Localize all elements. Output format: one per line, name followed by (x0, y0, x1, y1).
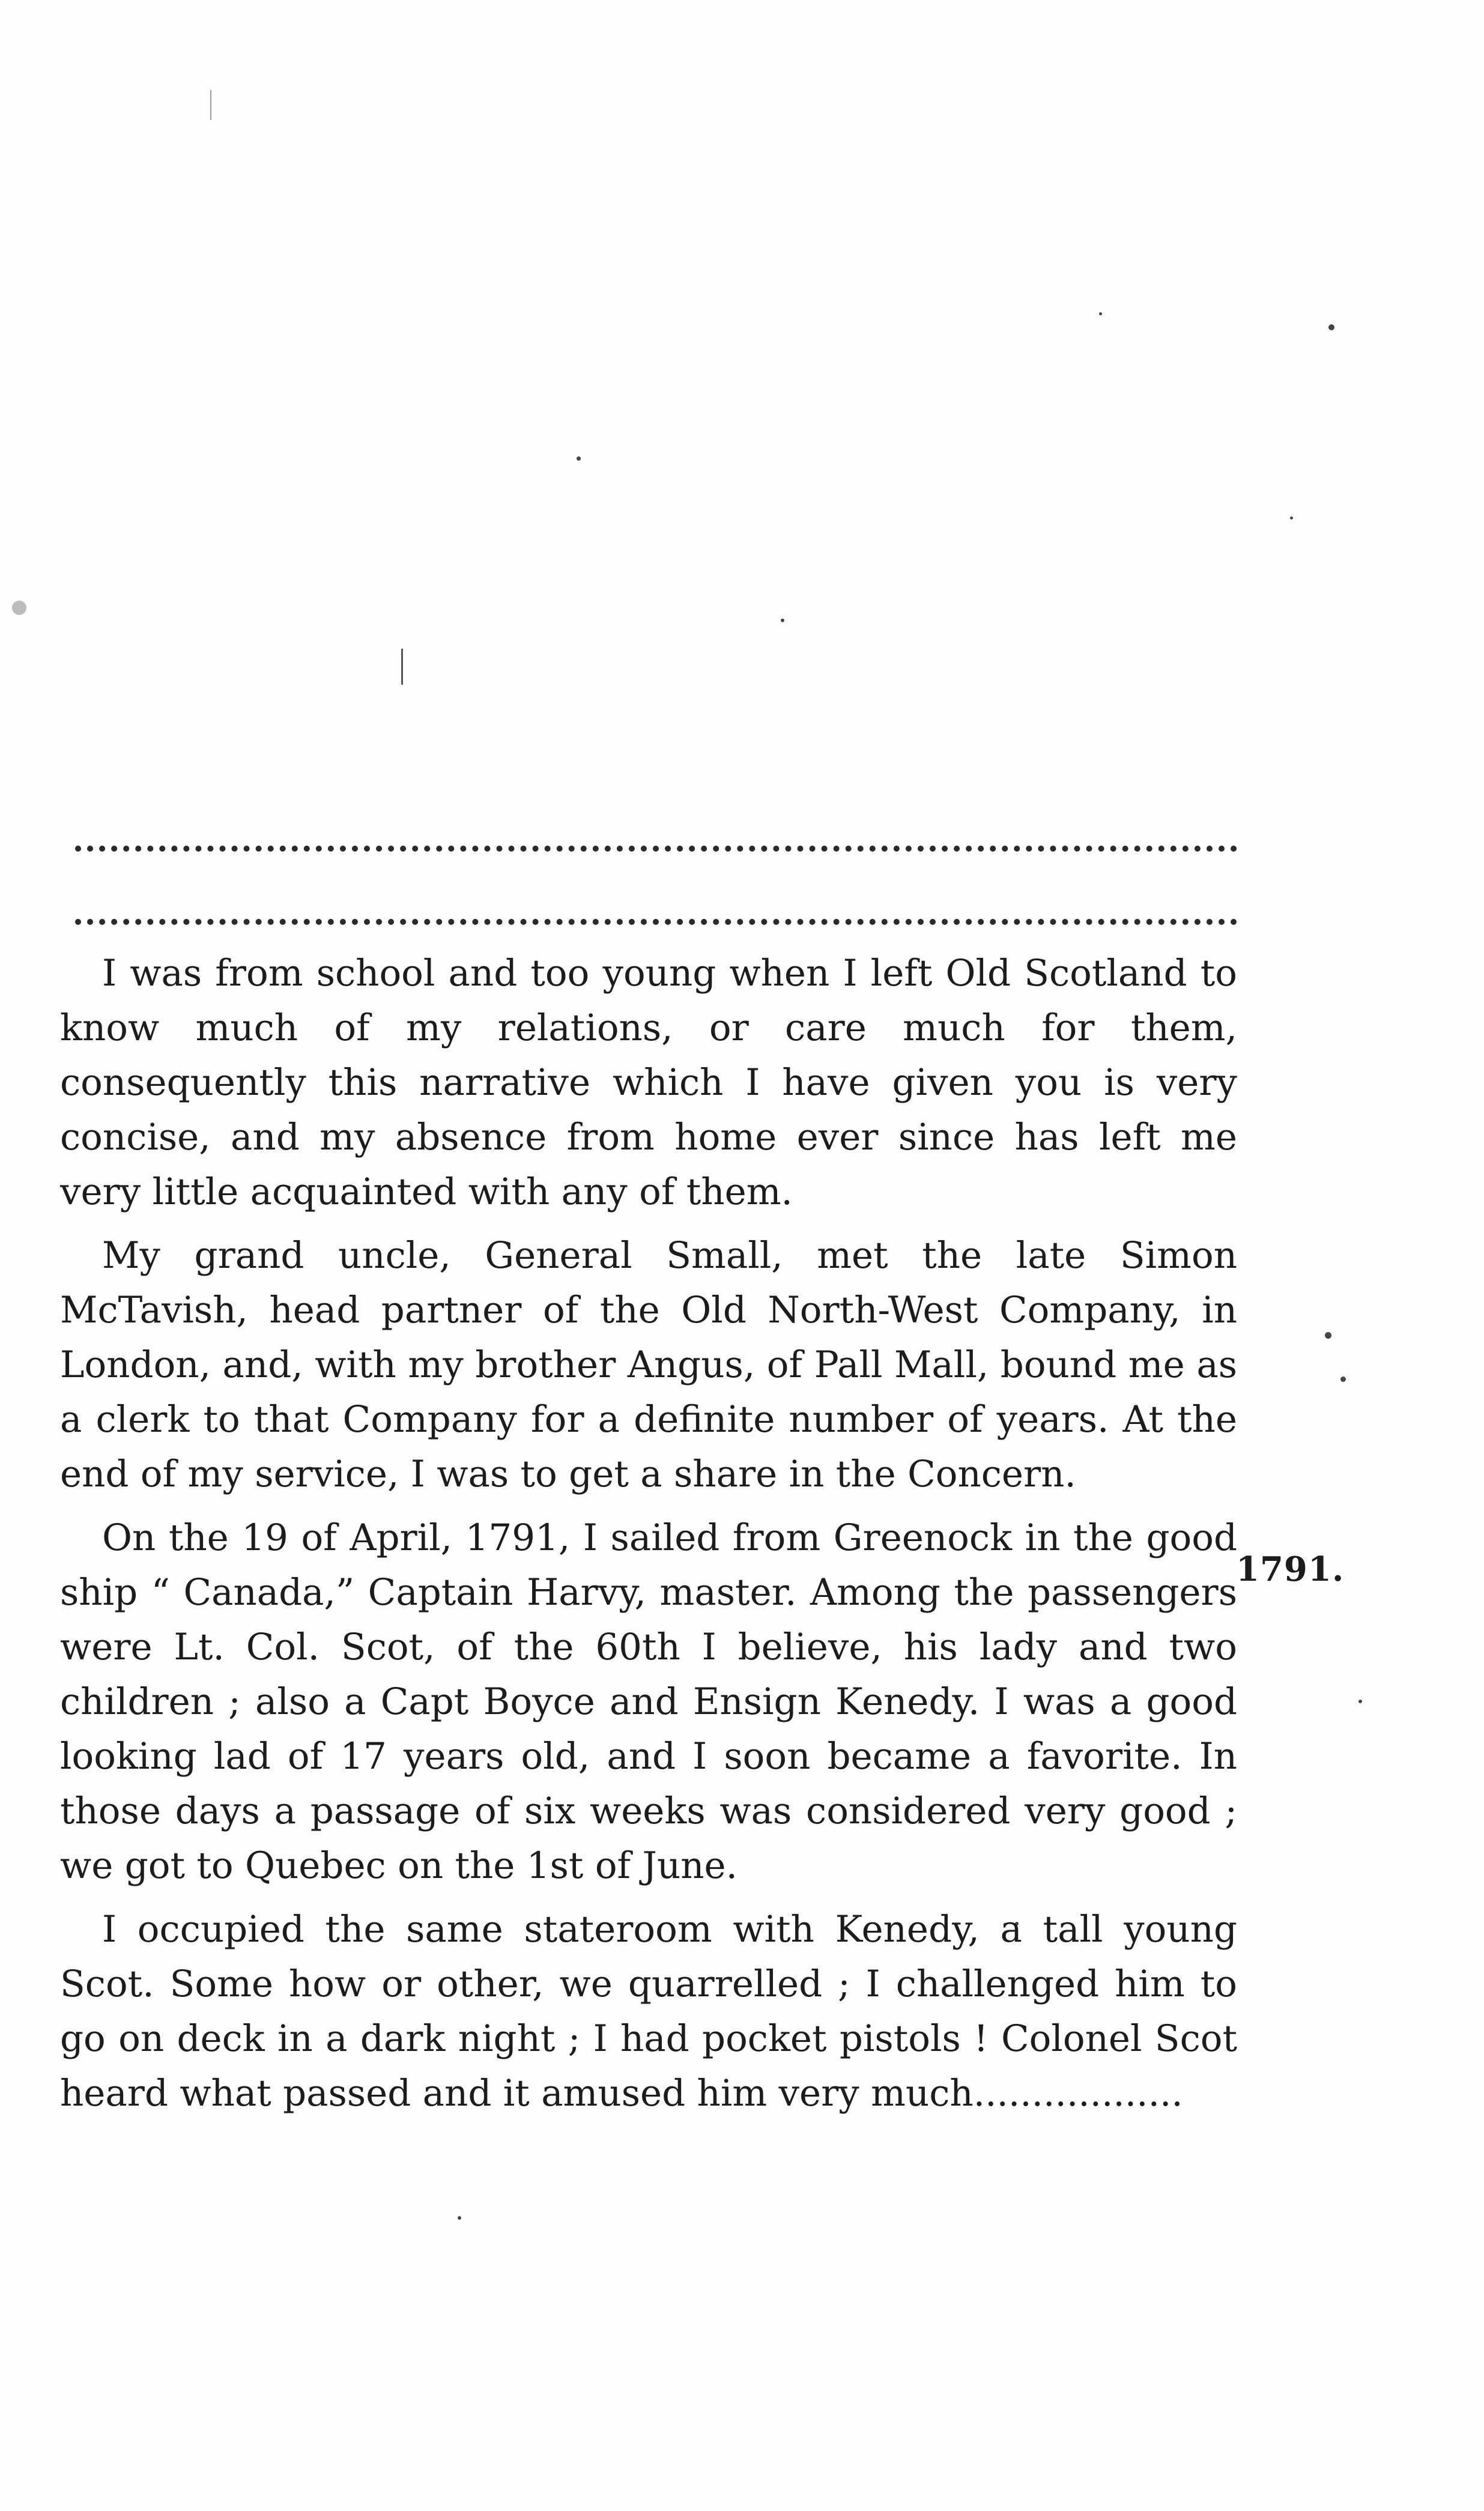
stray-pen-mark (210, 90, 211, 120)
scan-speck (1358, 1700, 1362, 1703)
scan-speck (781, 619, 784, 622)
stray-pen-mark (401, 649, 403, 685)
scan-speck (458, 2216, 461, 2220)
scan-speck (1340, 1377, 1346, 1382)
paragraph-1: I was from school and too young when I left Old Scotland to know much of my relations, or care much for them, consequently this narrative which I have given you is very concise, and my absence from home ever since has left me very little acquainted with any of them. (60, 952, 1237, 1213)
dotted-rule-top (75, 846, 1237, 852)
scan-speck (1290, 516, 1293, 519)
scan-speck (1325, 1332, 1331, 1339)
paragraph-2: My grand uncle, General Small, met the late Simon McTavish, head partner of the Old North-West Company, in London, and, with my brother Angus, of Pall Mall, bound me as a clerk to that Company for a definite number of years. At the end of my service, I was to get a share in the Concern. (60, 1234, 1237, 1495)
paragraph-3: On the 19 of April, 1791, I sailed from Greenock in the good ship “ Canada,” Captain Harvy, master. Among the passengers were Lt. Col. Scot, of the 60th I believe, his lady and two children ; also a Capt Boyce and Ensign Kenedy. I was a good looking lad of 17 years old, and I soon became a favorite. In those days a passage of six weeks was considered very good ; we got to Quebec on the 1st of June. (60, 1516, 1237, 1887)
scan-speck (577, 456, 581, 461)
scan-speck (12, 601, 26, 615)
dotted-rule-bottom (75, 919, 1237, 925)
narrative-text (60, 946, 1237, 2130)
margin-year-note: 1791. (1236, 1549, 1345, 1589)
scan-speck (1328, 324, 1334, 330)
paragraph-4: I occupied the same stateroom with Kenedy, a tall young Scot. Some how or other, we quarrelled ; I challenged him to go on deck in a dark night ; I had pocket pistols ! Colonel Scot heard what passed and it amused him very much.................. (60, 1908, 1237, 2115)
scan-speck (1099, 312, 1102, 315)
